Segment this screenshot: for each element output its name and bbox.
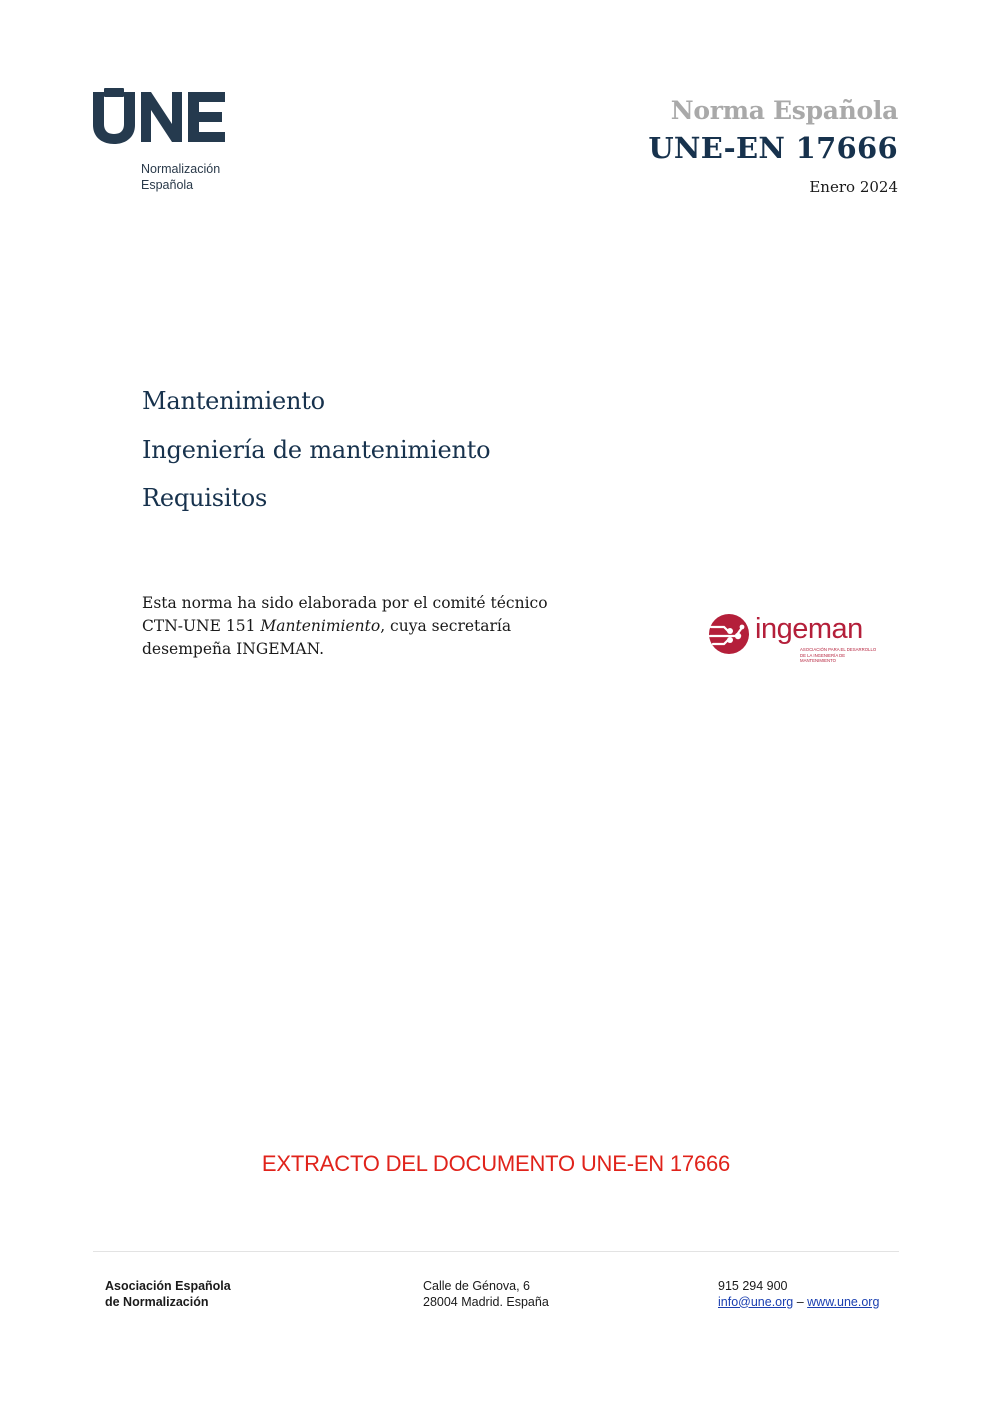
- committee-line-2: [142, 615, 612, 638]
- committee-name: Mantenimiento: [260, 617, 381, 635]
- footer-divider: [93, 1251, 899, 1252]
- footer-org-line-2: de Normalización: [105, 1294, 209, 1309]
- footer-web-link[interactable]: www.une.org: [807, 1294, 880, 1309]
- une-logo-line2: Española: [141, 178, 194, 192]
- footer-address-line-1: Calle de Génova, 6: [423, 1279, 531, 1293]
- footer-address: [423, 1279, 549, 1310]
- une-logo-mark: [93, 88, 227, 144]
- footer-link-separator: –: [793, 1294, 808, 1309]
- footer-contact: [718, 1279, 879, 1310]
- committee-paragraph: [142, 592, 612, 661]
- standard-code: UNE-EN 17666: [648, 131, 898, 165]
- ingeman-tagline-2: DE LA INGENIERÍA DE MANTENIMIENTO: [800, 652, 846, 663]
- footer-email-link[interactable]: info@une.org: [718, 1294, 794, 1309]
- footer-address-line-2: 28004 Madrid. España: [423, 1294, 549, 1309]
- footer-org-line-1: Asociación Española: [105, 1279, 231, 1293]
- committee-line-3: desempeña INGEMAN.: [142, 640, 325, 658]
- ingeman-tagline-1: ASOCIACIÓN PARA EL DESARROLLO: [800, 647, 877, 652]
- title-line-2: Ingeniería de mantenimiento: [142, 436, 491, 464]
- title-line-3: Requisitos: [142, 484, 268, 512]
- une-logo: [93, 88, 243, 198]
- footer-links: [718, 1295, 879, 1311]
- une-logo-line1: Normalización: [141, 162, 221, 176]
- une-logo-org-name: [141, 161, 220, 193]
- ingeman-wordmark: ingeman: [755, 613, 863, 645]
- title-line-1: Mantenimiento: [142, 387, 325, 415]
- committee-line-2-rest: , cuya secretaría: [380, 617, 512, 635]
- ingeman-tagline: [800, 647, 880, 664]
- ingeman-logo: [708, 611, 878, 661]
- extract-notice: EXTRACTO DEL DOCUMENTO UNE-EN 17666: [261, 1151, 731, 1176]
- circuit-circle-icon: [708, 613, 750, 655]
- publication-date: Enero 2024: [809, 178, 898, 196]
- committee-code: CTN-UNE 151: [142, 617, 261, 635]
- footer-phone: 915 294 900: [718, 1279, 788, 1293]
- standard-type-label: Norma Española: [670, 96, 898, 125]
- footer-organization: [105, 1279, 231, 1310]
- committee-line-1: Esta norma ha sido elaborada por el comité técnico: [142, 594, 548, 612]
